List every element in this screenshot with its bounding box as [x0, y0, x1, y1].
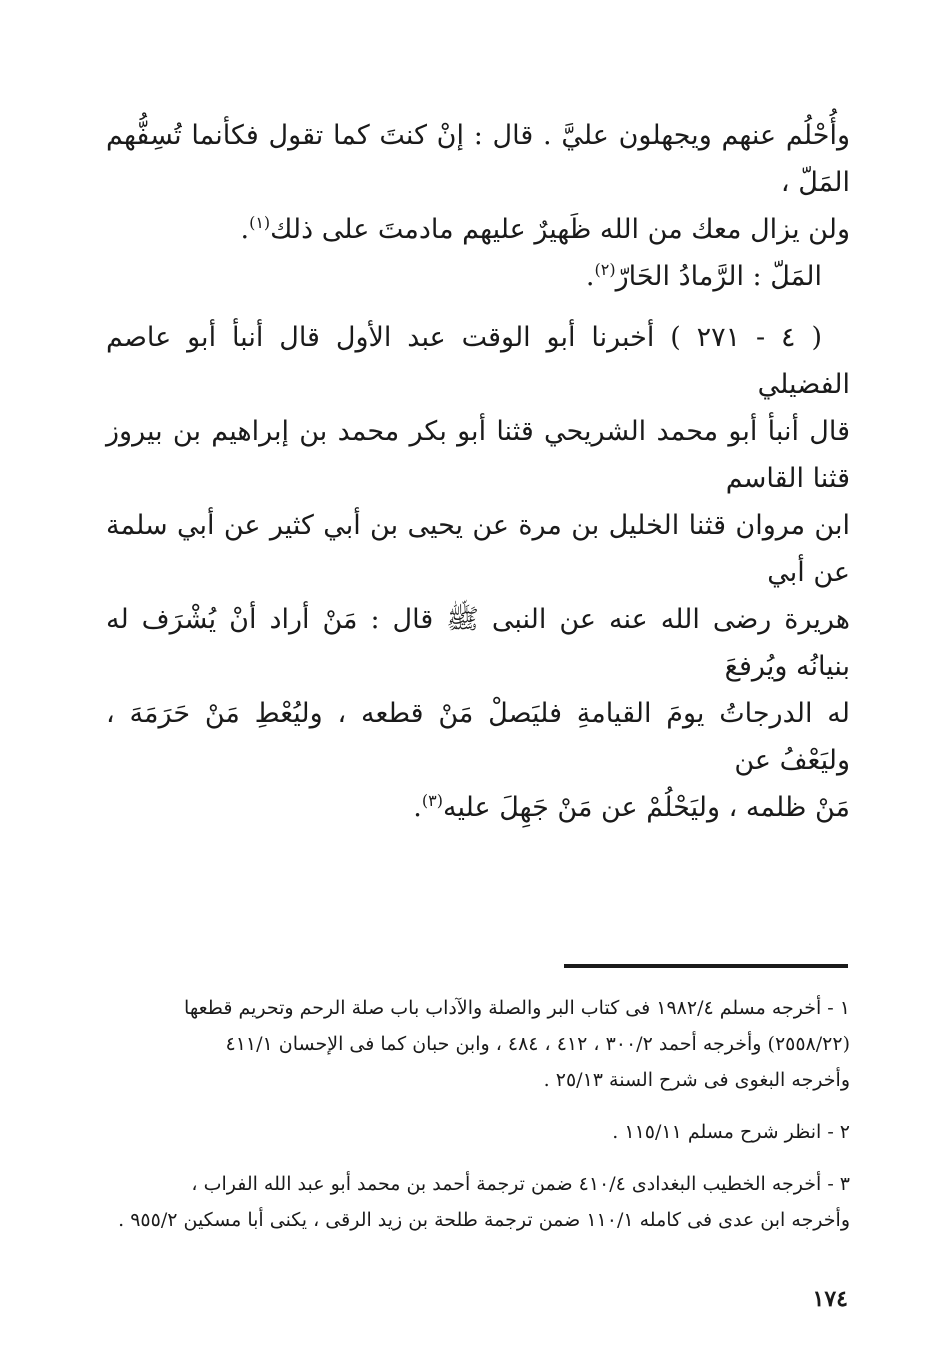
text-line: له الدرجاتُ يومَ القيامةِ فليَصلْ مَنْ قطعه ، وليُعْطِ مَنْ حَرَمَهَ ، وليَعْفُ عن: [106, 698, 850, 776]
text-line: ابن مروان قثنا الخليل بن مرة عن يحيى بن أبي كثير عن أبي سلمة عن أبي: [106, 510, 850, 588]
paragraph-2: [106, 253, 850, 300]
text-line: مَنْ ظلمه ، وليَحْلُمْ عن مَنْ جَهِلَ عليه: [442, 792, 850, 823]
footnote-divider: [564, 964, 848, 968]
footnote-line: ٢ - انظر شرح مسلم ١١٥/١١ .: [612, 1121, 850, 1143]
footnote-2: [96, 1114, 850, 1150]
text-line: ولن يزال معك من الله ظَهيرٌ عليهم مادمتَ على ذلك: [270, 214, 850, 245]
footnote-line: (٢٥٥٨/٢٢) وأخرجه أحمد ٣٠٠/٢ ، ٤١٢ ، ٤٨٤ ، وابن حبان كما فى الإحسان ٤١١/١: [225, 1033, 850, 1055]
footnote-3: [96, 1166, 850, 1238]
text-line: وأُحْلُم عنهم ويجهلون عليَّ . قال : إنْ كنتَ كما تقول فكأنما تُسِفُّهم المَلّ ،: [106, 120, 850, 198]
sentence-end: .: [413, 792, 422, 823]
footnotes: [96, 990, 850, 1238]
text-line: المَلّ : الرَّمادُ الحَارّ: [615, 261, 822, 292]
footnote-ref-1: (١): [249, 213, 271, 232]
text-line: هريرة رضى الله عنه عن النبى ﷺ قال : مَنْ أراد أنْ يُشْرَف له بنيانُه ويُرفعَ: [106, 604, 850, 682]
sentence-end: .: [585, 261, 595, 292]
sentence-end: .: [240, 214, 250, 245]
paragraph-3: [106, 314, 850, 831]
footnote-line: ٣ - أخرجه الخطيب البغدادى ٤١٠/٤ ضمن ترجمة أحمد بن محمد أبو عبد الله الفراب ،: [191, 1173, 850, 1195]
footnote-line: ١ - أخرجه مسلم ١٩٨٢/٤ فى كتاب البر والصلة والآداب باب صلة الرحم وتحريم قطعها: [184, 997, 850, 1019]
text-line: ( ٤ - ٢٧١ ) أخبرنا أبو الوقت عبد الأول قال أنبأ أبو عاصم الفضيلي: [106, 322, 850, 400]
main-text: [106, 112, 850, 831]
footnote-line: وأخرجه البغوى فى شرح السنة ٢٥/١٣ .: [543, 1069, 850, 1091]
footnote-ref-3: (٣): [421, 791, 443, 810]
paragraph-1: [106, 112, 850, 253]
text-line: قال أنبأ أبو محمد الشريحي قثنا أبو بكر محمد بن إبراهيم بن بيروز قثنا القاسم: [106, 416, 850, 494]
footnote-line: وأخرجه ابن عدى فى كامله ١١٠/١ ضمن ترجمة طلحة بن زيد الرقى ، يكنى أبا مسكين ٩٥٥/٢ .: [118, 1209, 850, 1231]
page-number: ١٧٤: [812, 1286, 848, 1312]
footnote-1: [96, 990, 850, 1098]
footnote-ref-2: (٢): [594, 260, 616, 279]
